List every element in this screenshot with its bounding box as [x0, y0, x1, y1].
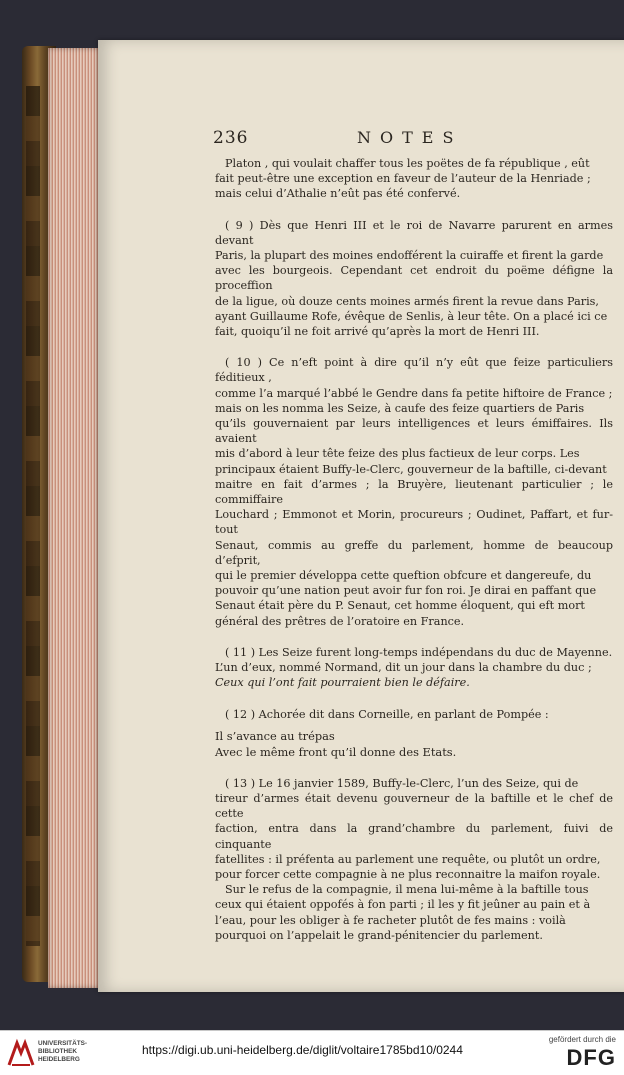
page-edges — [48, 48, 100, 988]
text-line: maitre en fait d’armes ; la Bruyère, lieutenant particulier ; le commiffaire — [215, 477, 613, 507]
text-line: mais celui d’Athalie n’eût pas été confervé. — [215, 187, 461, 201]
note-paragraph — [215, 355, 613, 629]
verse-line: Avec le même front qu’il donne des Etats. — [215, 744, 457, 759]
text-line: faction, entra dans la grand’chambre du parlement, fuivi de cinquante — [215, 822, 613, 851]
text-line: fait, quoiqu’il ne foit arrivé qu’après la mort de Henri III. — [215, 325, 540, 339]
text-line: pouvoir qu’une nation peut avoir fur fon roi. Je dirai en paffant que — [215, 584, 597, 598]
text-line: ceux qui étaient oppofés à fon parti ; il les y fit jeûner au pain et à — [215, 898, 591, 912]
page-header — [215, 128, 613, 156]
text-line: Senaut, commis au greffe du parlement, homme de beaucoup d’efprit, — [215, 538, 613, 567]
institution-line: BIBLIOTHEK — [38, 1048, 78, 1055]
text-line: fait peut-être une exception en faveur de l’auteur de la Henriade ; — [215, 172, 591, 186]
verse-line: Il s’avance au trépas — [215, 728, 335, 743]
running-title: NOTES — [357, 128, 463, 147]
text-line: ( 13 ) Le 16 janvier 1589, Buffy-le-Clerc, l’un des Seize, qui de — [225, 776, 579, 790]
note-paragraph — [215, 218, 613, 340]
text-line: l’eau, pour les obliger à fe racheter plutôt de fes mains : voilà — [215, 913, 566, 927]
page-number: 236 — [213, 128, 249, 148]
text-line: ( 11 ) Les Seize furent long-temps indépendans du duc de Mayenne. — [225, 645, 613, 659]
note-paragraph — [215, 882, 613, 943]
site-footer — [0, 1030, 624, 1075]
text-line: avec les bourgeois. Cependant cet endroit du poëme défigne la proceffion — [215, 264, 613, 293]
text-line: Louchard ; Emmonot et Morin, procureurs ; Oudinet, Paffart, et fur-tout — [215, 508, 613, 537]
text-line: Senaut était père du P. Senaut, cet homme éloquent, qui eft mort — [215, 599, 585, 613]
text-line: qu’ils gouvernaient par leurs intelligences et leurs émiffaires. Ils avaient — [215, 417, 613, 446]
funding-note: gefördert durch die — [548, 1035, 616, 1044]
university-logo-icon — [6, 1037, 36, 1069]
text-line: qui le premier développa cette queftion obfcure et dangereufe, du — [215, 569, 592, 583]
text-line: Paris, la plupart des moines endofférent la cuiraffe et firent la garde — [215, 249, 604, 263]
page-text — [215, 128, 613, 943]
text-line: ( 10 ) Ce n’eft point à dire qu’il n’y eût que feize particuliers féditieux , — [215, 356, 613, 385]
text-line: Platon , qui voulait chaffer tous les poëtes de fa république , eût — [225, 157, 590, 170]
text-line: mais on les nomma les Seize, à caufe des feize quartiers de Paris — [215, 401, 585, 415]
text-line: L’un d’eux, nommé Normand, dit un jour dans la chambre du duc ; — [215, 661, 592, 675]
note-paragraph — [215, 645, 613, 691]
text-line: ( 9 ) Dès que Henri III et le roi de Navarre parurent en armes devant — [215, 218, 613, 247]
institution-line: HEIDELBERG — [38, 1056, 80, 1063]
institution-name — [38, 1040, 87, 1064]
text-line: Sur le refus de la compagnie, il mena lui-même à la baftille tous — [225, 883, 589, 897]
permalink-link[interactable]: https://digi.ub.uni-heidelberg.de/diglit/voltaire1785bd10/0244 — [142, 1043, 463, 1057]
text-line: pour forcer cette compagnie à ne plus reconnaitre la maifon royale. — [215, 867, 601, 881]
text-line: de la ligue, où douze cents moines armés firent la revue dans Paris, — [215, 294, 599, 308]
text-line: Ceux qui l’ont fait pourraient bien le défaire. — [215, 676, 470, 690]
institution-line: UNIVERSITÄTS- — [38, 1040, 87, 1047]
text-line: fatellites : il préfenta au parlement une requête, ou plutôt un ordre, — [215, 852, 601, 866]
text-line: ayant Guillaume Rofe, évêque de Senlis, à leur tête. On a placé ici ce — [215, 309, 608, 323]
dfg-logo: DFG — [566, 1045, 616, 1070]
text-line: principaux étaient Buffy-le-Clerc, gouverneur de la baftille, ci-devant — [215, 462, 607, 476]
text-line: ( 12 ) Achorée dit dans Corneille, en parlant de Pompée : — [225, 707, 549, 721]
text-line: comme l’a marqué l’abbé le Gendre dans fa petite hiftoire de France ; — [215, 386, 613, 400]
text-line: pourquoi on l’appelait le grand-pénitencier du parlement. — [215, 928, 543, 942]
note-paragraph — [215, 776, 613, 882]
text-line: mis d’abord à leur tête feize des plus factieux de leur corps. Les — [215, 447, 580, 461]
text-line: général des prêtres de l’oratoire en France. — [215, 614, 465, 628]
note-paragraph — [215, 156, 613, 202]
note-paragraph — [215, 707, 613, 760]
text-line: tireur d’armes était devenu gouverneur de la baftille et le chef de cette — [215, 791, 613, 821]
